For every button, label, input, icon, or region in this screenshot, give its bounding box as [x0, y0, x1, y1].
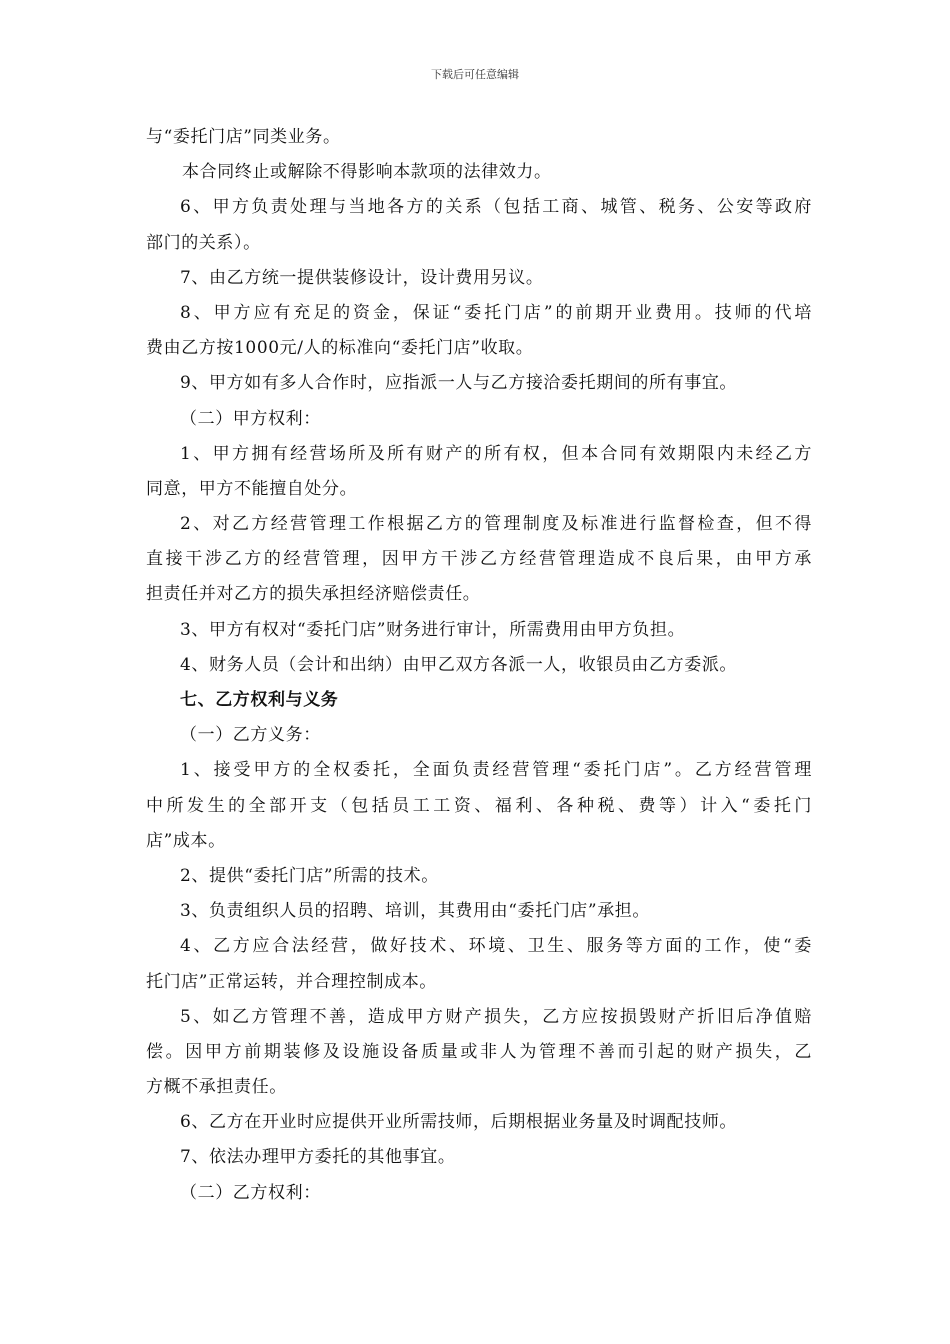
paragraph-line: 8、甲方应有充足的资金，保证“委托门店”的前期开业费用。技师的代培	[180, 302, 812, 323]
paragraph-line: 同意，甲方不能擅自处分。	[146, 478, 358, 499]
paragraph-line: 2、提供“委托门店”所需的技术。	[180, 865, 439, 886]
paragraph-line: 4、乙方应合法经营，做好技术、环境、卫生、服务等方面的工作，使“委	[180, 936, 812, 957]
page-header: 下载后可任意编辑	[431, 68, 519, 81]
paragraph-line: 3、负责组织人员的招聘、培训，其费用由“委托门店”承担。	[180, 901, 650, 922]
paragraph-line: 5、如乙方管理不善，造成甲方财产损失，乙方应按损毁财产折旧后净值赔	[180, 1006, 812, 1027]
paragraph-line: 本合同终止或解除不得影响本款项的法律效力。	[182, 162, 552, 183]
paragraph-line: 部门的关系）。	[146, 232, 261, 253]
paragraph-line: 1、甲方拥有经营场所及所有财产的所有权，但本合同有效期限内未经乙方	[180, 443, 812, 464]
paragraph-line: 与“委托门店”同类业务。	[146, 127, 341, 147]
paragraph-line: 3、甲方有权对“委托门店”财务进行审计，所需费用由甲方负担。	[180, 619, 686, 640]
paragraph-line: 7、依法办理甲方委托的其他事宜。	[180, 1147, 456, 1168]
paragraph-line: 担责任并对乙方的损失承担经济赔偿责任。	[146, 584, 481, 605]
paragraph-line: 直接干涉乙方的经营管理，因甲方干涉乙方经营管理造成不良后果，由甲方承	[146, 549, 812, 570]
paragraph-line: 9、甲方如有多人合作时，应指派一人与乙方接洽委托期间的所有事宜。	[180, 373, 738, 394]
subsection-heading: （二）乙方权利：	[180, 1182, 321, 1203]
section-heading: 七、乙方权利与义务	[180, 690, 339, 710]
paragraph-line: 偿。因甲方前期装修及设施设备质量或非人为管理不善而引起的财产损失，乙	[146, 1041, 812, 1062]
paragraph-line: 6、甲方负责处理与当地各方的关系（包括工商、城管、税务、公安等政府	[180, 197, 812, 218]
paragraph-line: 6、乙方在开业时应提供开业所需技师，后期根据业务量及时调配技师。	[180, 1112, 738, 1133]
paragraph-line: 4、财务人员（会计和出纳）由甲乙双方各派一人，收银员由乙方委派。	[180, 654, 738, 675]
paragraph-line: 费由乙方按1000元/人的标准向“委托门店”收取。	[146, 338, 534, 359]
paragraph-line: 7、由乙方统一提供装修设计，设计费用另议。	[180, 267, 544, 288]
paragraph-line: 方概不承担责任。	[146, 1077, 287, 1098]
paragraph-line: 托门店”正常运转，并合理控制成本。	[146, 971, 437, 992]
document-body	[146, 120, 812, 1211]
subsection-heading: （一）乙方义务：	[180, 725, 321, 746]
subsection-heading: （二）甲方权利：	[180, 408, 321, 429]
paragraph-line: 中所发生的全部开支（包括员工工资、福利、各种税、费等）计入“委托门	[146, 795, 812, 816]
paragraph-line: 2、对乙方经营管理工作根据乙方的管理制度及标准进行监督检查，但不得	[180, 514, 812, 535]
paragraph-line: 1、接受甲方的全权委托，全面负责经营管理“委托门店”。乙方经营管理	[180, 760, 812, 781]
paragraph-line: 店”成本。	[146, 830, 226, 851]
